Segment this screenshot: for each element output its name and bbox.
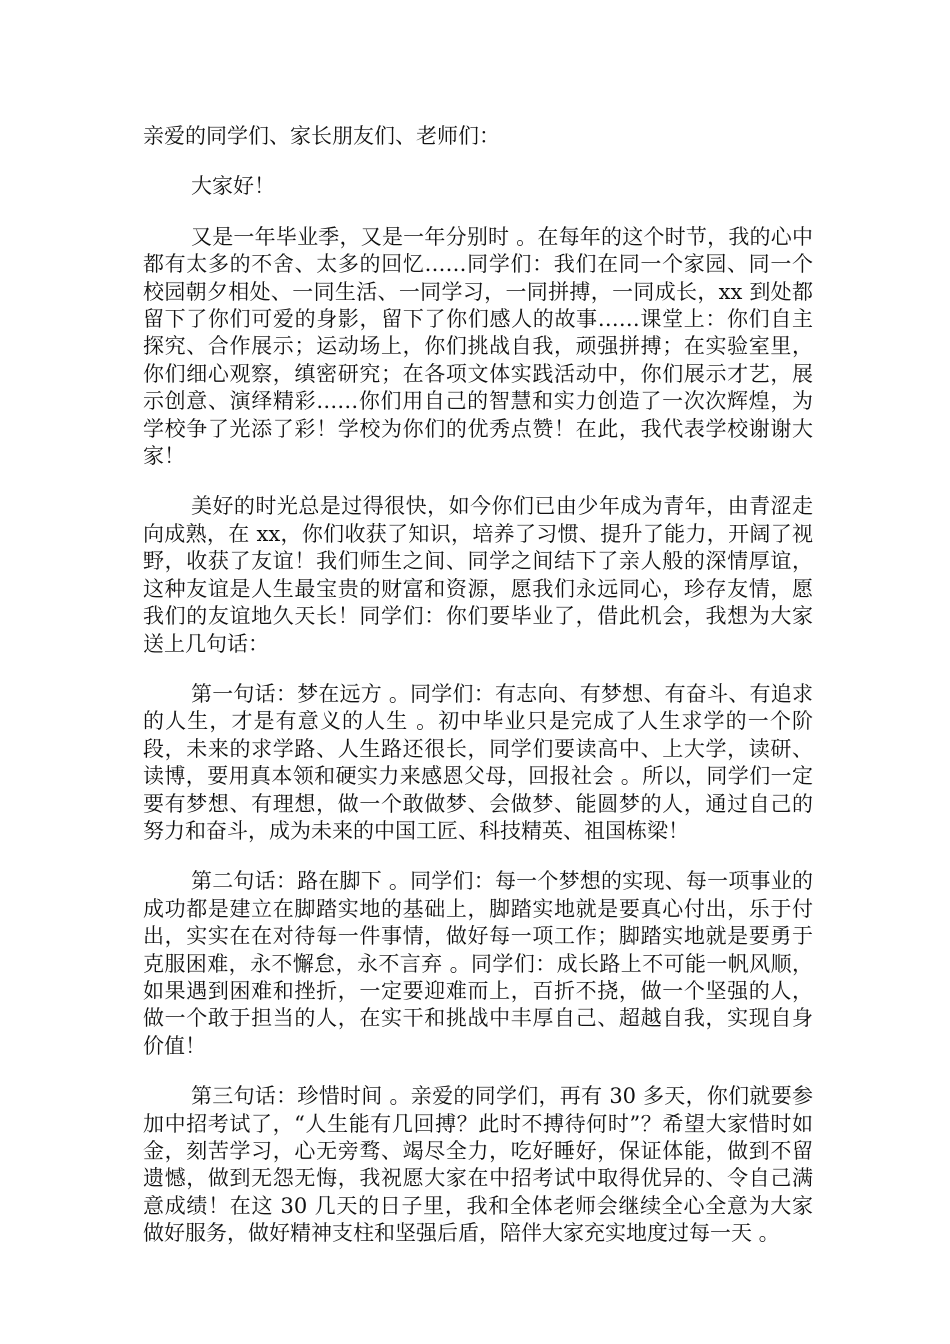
document-page	[143, 123, 813, 1271]
paragraph-third-advice: 第三句话：珍惜时间 。亲爱的同学们，再有 30 多天，你们就要参加中招考试了，“人生能有几回搏？此时不搏待何时”？希望大家惜时如金，刻苦学习，心无旁骛、竭尽全力，吃好睡好，保证体能，做到不留遗憾，做到无怨无悔，我祝愿大家在中招考试中取得优异的、令自己满意成绩！在这 30 几天的日子里，我和全体老师会继续全心全意为大家做好服务，做好精神支柱和坚强后盾，陪伴大家充实地度过每一天 。	[143, 1084, 813, 1246]
paragraph-first-advice: 第一句话：梦在远方 。同学们：有志向、有梦想、有奋斗、有追求的人生，才是有意义的人生 。初中毕业只是完成了人生求学的一个阶段，未来的求学路、人生路还很长，同学们要读高中、上大学，读研、读博，要用真本领和硬实力来感恩父母，回报社会 。所以，同学们一定要有梦想、有理想，做一个敢做梦、会做梦、能圆梦的人，通过自己的努力和奋斗，成为未来的中国工匠、科技精英、祖国栋梁！	[143, 681, 813, 843]
greeting: 大家好！	[191, 174, 275, 199]
paragraph-friendship: 美好的时光总是过得很快，如今你们已由少年成为青年，由青涩走向成熟，在 xx，你们收获了知识，培养了习惯、提升了能力，开阔了视野，收获了友谊！我们师生之间、同学之间结下了亲人般的深情厚谊，这种友谊是人生最宝贵的财富和资源，愿我们永远同心，珍存友情，愿我们的友谊地久天长！同学们：你们要毕业了，借此机会，我想为大家送上几句话：	[143, 494, 813, 656]
salutation: 亲爱的同学们、家长朋友们、老师们：	[143, 124, 500, 148]
paragraph-second-advice: 第二句话：路在脚下 。同学们：每一个梦想的实现、每一项事业的成功都是建立在脚踏实地的基础上，脚踏实地就是要真心付出，乐于付出，实实在在对待每一件事情，做好每一项工作；脚踏实地就是要勇于克服困难，永不懈怠，永不言弃 。同学们：成长路上不可能一帆风顺，如果遇到困难和挫折，一定要迎难而上，百折不挠，做一个坚强的人，做一个敢于担当的人，在实干和挑战中丰厚自己、超越自我，实现自身价值！	[143, 869, 813, 1058]
paragraph-farewell: 又是一年毕业季，又是一年分别时 。在每年的这个时节，我的心中都有太多的不舍、太多的回忆……同学们：我们在同一个家园、同一个校园朝夕相处、一同生活、一同学习，一同拼搏，一同成长，xx 到处都留下了你们可爱的身影，留下了你们感人的故事……课堂上：你们自主探究、合作展示；运动场上，你们挑战自我，顽强拼搏；在实验室里，你们细心观察，缜密研究；在各项文体实践活动中，你们展示才艺，展示创意、演绎精彩……你们用自己的智慧和实力创造了一次次辉煌，为学校争了光添了彩！学校为你们的优秀点赞！在此，我代表学校谢谢大家！	[143, 224, 813, 469]
